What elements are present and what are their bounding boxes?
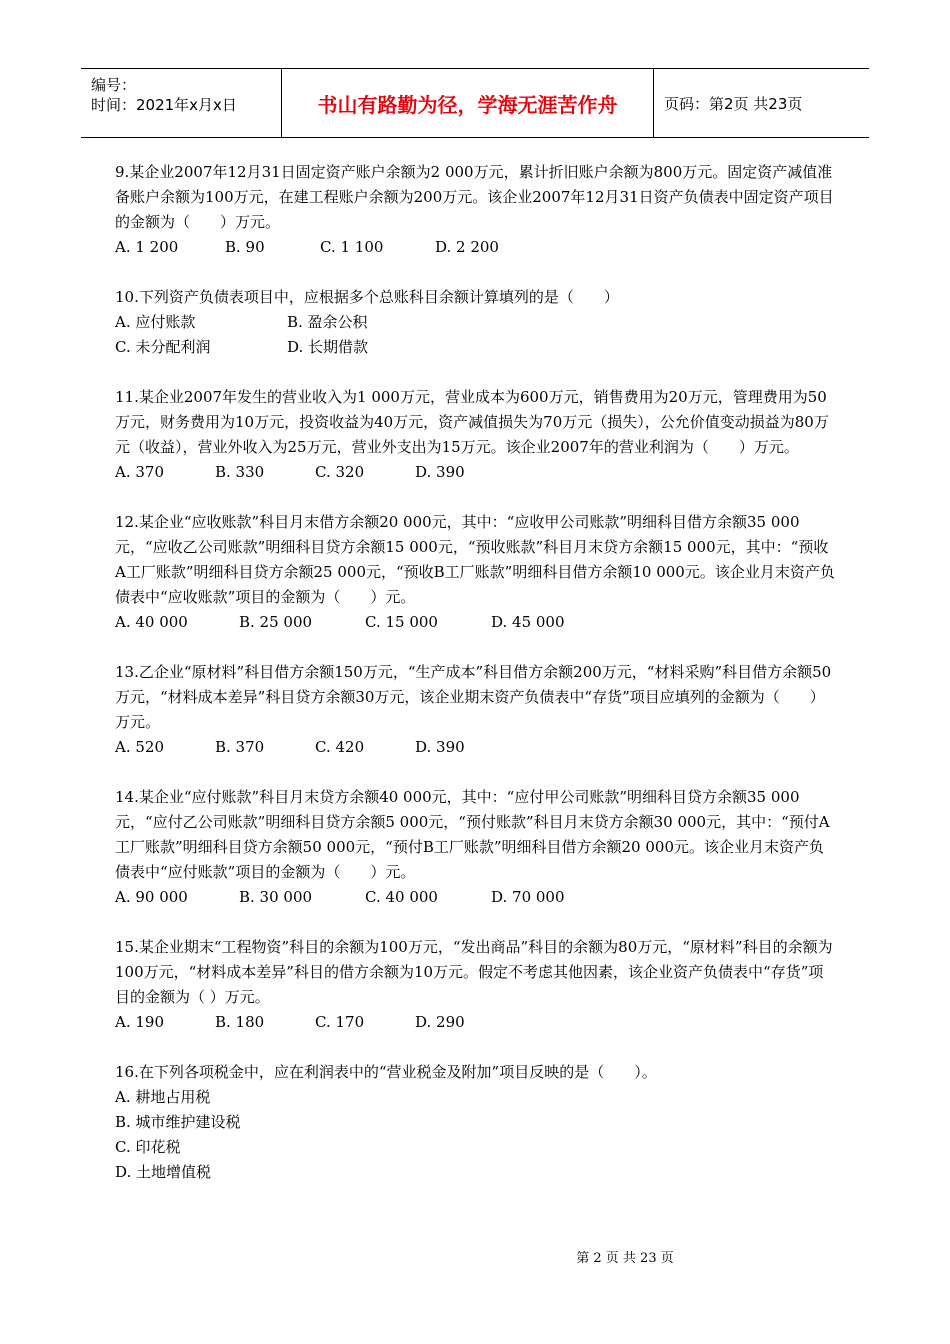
option-c: C. 40 000 xyxy=(365,888,438,906)
option-d: D. 45 000 xyxy=(491,613,565,631)
question-14 xyxy=(115,785,837,910)
option-a: A. 190 xyxy=(115,1013,164,1031)
question-text: 16.在下列各项税金中，应在利润表中的“营业税金及附加”项目反映的是（ ）。 xyxy=(115,1063,657,1081)
option-d: D. 390 xyxy=(415,738,465,756)
question-text: 13.乙企业“原材料”科目借方余额150万元，“生产成本”科目借方余额200万元，“材料采购”科目借方余额50万元，“材料成本差异”科目贷方余额30万元，该企业期末资产负债表中“存货”项目应填列的金额为（ ）万元。 xyxy=(115,663,832,731)
question-11 xyxy=(115,385,837,485)
page-footer: 第 2 页 共 23 页 xyxy=(576,1251,674,1266)
question-13 xyxy=(115,660,837,760)
option-row xyxy=(115,610,837,635)
option-d: D. 290 xyxy=(415,1013,465,1031)
option-b: B. 城市维护建设税 xyxy=(115,1113,241,1131)
question-text: 10.下列资产负债表项目中，应根据多个总账科目余额计算填列的是（ ） xyxy=(115,288,619,306)
option-d: D. 390 xyxy=(415,463,465,481)
question-12 xyxy=(115,510,837,635)
option-c: C. 15 000 xyxy=(365,613,438,631)
option-a: A. 520 xyxy=(115,738,164,756)
question-15 xyxy=(115,935,837,1035)
header-motto: 书山有路勤为径，学海无涯苦作舟 xyxy=(282,69,654,137)
option-d: D. 2 200 xyxy=(435,238,499,256)
document-number-label: 编号： xyxy=(91,76,137,94)
header-left-cell xyxy=(81,69,282,137)
option-row xyxy=(115,335,837,360)
option-row xyxy=(115,735,837,760)
option-row xyxy=(115,460,837,485)
option-c: C. 320 xyxy=(315,463,365,481)
option-b: B. 90 xyxy=(225,238,265,256)
option-a: A. 耕地占用税 xyxy=(115,1088,211,1106)
question-list xyxy=(115,160,837,1210)
option-c: C. 未分配利润 xyxy=(115,338,211,356)
option-d: D. 长期借款 xyxy=(287,338,369,356)
option-b: B. 30 000 xyxy=(239,888,313,906)
option-b: B. 180 xyxy=(215,1013,265,1031)
option-row xyxy=(115,235,837,260)
option-c: C. 420 xyxy=(315,738,365,756)
page-header xyxy=(81,68,869,138)
question-text: 15.某企业期末“工程物资”科目的余额为100万元，“发出商品”科目的余额为80万元，“原材料”科目的余额为100万元，“材料成本差异”科目的借方余额为10万元。假定不考虑其他因素，该企业资产负债表中“存货”项目的金额为（ ）万元。 xyxy=(115,938,833,1006)
option-a: A. 90 000 xyxy=(115,888,188,906)
option-a: A. 1 200 xyxy=(115,238,179,256)
question-text: 11.某企业2007年发生的营业收入为1 000万元，营业成本为600万元，销售费用为20万元，管理费用为50万元，财务费用为10万元，投资收益为40万元，资产减值损失为70万元（损失），公允价值变动损益为80万元（收益），营业外收入为25万元，营业外支出为15万元。该企业2007年的营业利润为（ ）万元。 xyxy=(115,388,829,456)
option-b: B. 370 xyxy=(215,738,265,756)
option-row xyxy=(115,1010,837,1035)
option-b: B. 盈余公积 xyxy=(287,313,368,331)
option-a: A. 应付账款 xyxy=(115,313,196,331)
option-b: B. 330 xyxy=(215,463,265,481)
question-text: 14.某企业“应付账款”科目月末贷方余额40 000元，其中：“应付甲公司账款”明细科目贷方余额35 000元，“应付乙公司账款”明细科目贷方余额5 000元，“预付账款”科目月末贷方余额30 000元，其中：“预付A工厂账款”明细科目贷方余额50 000元，“预付B工厂账款”明细科目借方余额20 000元。该企业月末资产负债表中“应付账款”项目的金额为（ ）元。 xyxy=(115,788,830,881)
option-b: B. 25 000 xyxy=(239,613,313,631)
option-c: C. 印花税 xyxy=(115,1138,181,1156)
option-a: A. 40 000 xyxy=(115,613,188,631)
option-row xyxy=(115,310,837,335)
question-9 xyxy=(115,160,837,260)
option-d: D. 70 000 xyxy=(491,888,565,906)
header-page-indicator: 页码：第2页 共23页 xyxy=(664,94,803,113)
question-text: 9.某企业2007年12月31日固定资产账户余额为2 000万元，累计折旧账户余额为800万元。固定资产减值准备账户余额为100万元，在建工程账户余额为200万元。该企业2007年12月31日资产负债表中固定资产项目的金额为（ ）万元。 xyxy=(115,163,834,231)
option-row xyxy=(115,885,837,910)
question-16 xyxy=(115,1060,837,1185)
question-text: 12.某企业“应收账款”科目月末借方余额20 000元，其中：“应收甲公司账款”明细科目借方余额35 000元，“应收乙公司账款”明细科目贷方余额15 000元，“预收账款”科目月末贷方余额15 000元，其中：“预收A工厂账款”明细科目贷方余额25 000元，“预收B工厂账款”明细科目借方余额10 000元。该企业月末资产负债表中“应收账款”项目的金额为（ ）元。 xyxy=(115,513,835,606)
option-c: C. 1 100 xyxy=(320,238,384,256)
document-time-label: 时间：2021年x月x日 xyxy=(91,96,237,114)
option-c: C. 170 xyxy=(315,1013,365,1031)
option-d: D. 土地增值税 xyxy=(115,1163,212,1181)
question-10 xyxy=(115,285,837,360)
option-a: A. 370 xyxy=(115,463,164,481)
